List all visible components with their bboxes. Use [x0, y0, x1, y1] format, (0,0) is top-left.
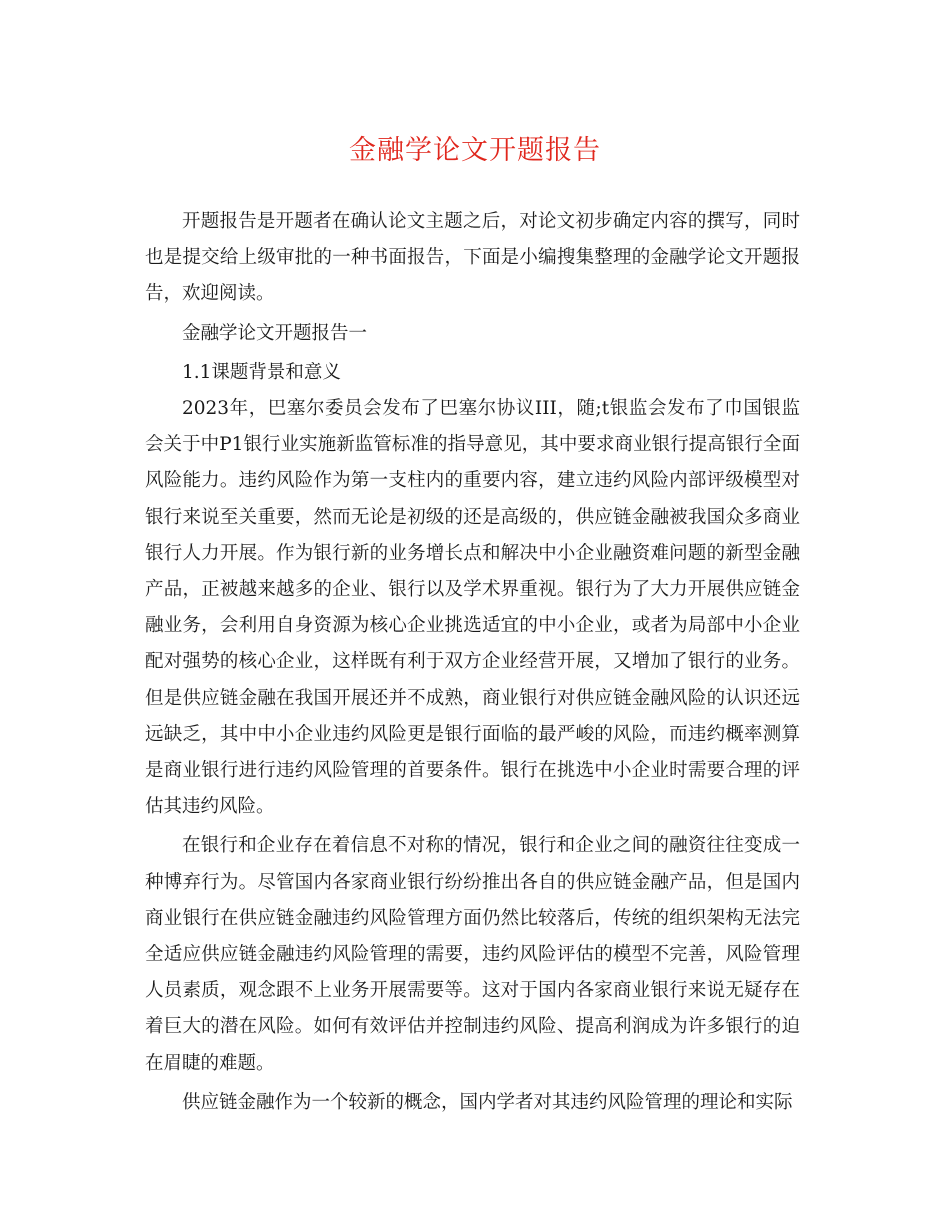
body-paragraph: 在银行和企业存在着信息不对称的情况，银行和企业之间的融资往往变成一种博弃行为。尽管国内各家商业银行纷纷推出各自的供应链金融产品，但是国内商业银行在供应链金融违约风险管理方面仍然比较落后，传统的组织架构无法完全适应供应链金融违约风险管理的需要，违约风险评估的模型不完善，风险管理人员素质，观念跟不上业务开展需要等。这对于国内各家商业银行来说无疑存在着巨大的潜在风险。如何有效评估并控制违约风险、提高利润成为许多银行的迫在眉睫的难题。 — [145, 835, 800, 1074]
intro-paragraph: 开题报告是开题者在确认论文主题之后，对论文初步确定内容的撰写，同时也是提交给上级审批的一种书面报告，下面是小编搜集整理的金融学论文开题报告，欢迎阅读。 — [145, 211, 800, 305]
document-title: 金融学论文开题报告 — [349, 135, 601, 166]
section-heading: 金融学论文开题报告一 — [182, 322, 368, 344]
body-paragraph: 2023年，巴塞尔委员会发布了巴塞尔协议III，随;t银监会发布了巾国银监会关于中P1银行业实施新监管标准的指导意见，其中要求商业银行提高银行全面风险能力。违约风险作为第一支柱内的重要内容，建立违约风险内部评级模型对银行来说至关重要，然而无论是初级的还是高级的，供应链金融被我国众多商业银行人力开展。作为银行新的业务增长点和解决中小企业融资难问题的新型金融产品，正被越来越多的企业、银行以及学术界重视。银行为了大力开展供应链金融业务，会利用自身资源为核心企业挑选适宜的中小企业，或者为局部中小企业配对强势的核心企业，这样既有利于双方企业经营开展，又增加了银行的业务。但是供应链金融在我国开展还并不成熟，商业银行对供应链金融风险的认识还远远缺乏，其中中小企业违约风险更是银行面临的最严峻的风险，而违约概率测算是商业银行进行违约风险管理的首要条件。银行在挑选中小企业时需要合理的评估其违约风险。 — [145, 398, 800, 818]
subsection-heading: 1.1课题背景和意义 — [182, 361, 341, 383]
body-paragraph: 供应链金融作为一个较新的概念，国内学者对其违约风险管理的理论和实际 — [182, 1091, 793, 1113]
document-body — [145, 204, 800, 1121]
